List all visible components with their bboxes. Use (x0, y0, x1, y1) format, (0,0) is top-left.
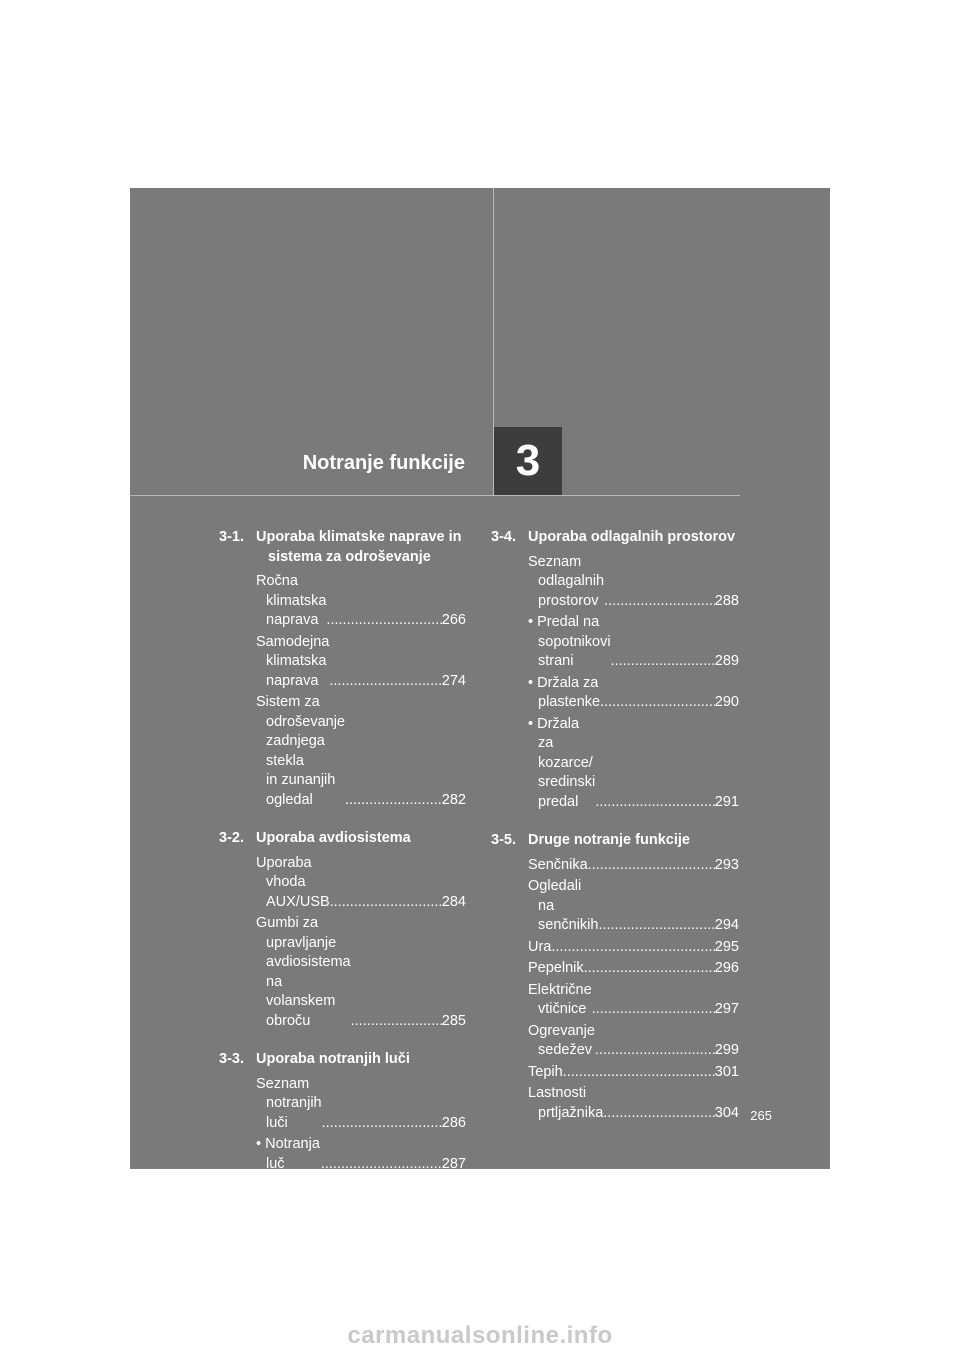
entry-label: • Držala za kozarce/ sredinski predal (528, 715, 596, 810)
section-heading[interactable] (219, 829, 466, 849)
toc-entry[interactable] (528, 553, 739, 612)
section-heading[interactable] (219, 1050, 466, 1070)
chapter-number-badge: 3 (494, 427, 562, 495)
entry-label: • Držala za plastenke (528, 674, 601, 710)
entry-label: Senčnika (528, 856, 588, 873)
entry-page-number: 286 (441, 1114, 466, 1131)
dot-leader (611, 652, 715, 672)
entry-label: Seznam odlagalnih prostorov (528, 553, 605, 609)
entry-label: Samodejna klimatska naprava (256, 633, 330, 689)
entry-label: Ročna klimatska naprava (256, 573, 327, 628)
section-number: 3-4. (491, 529, 516, 545)
toc-entry[interactable] (528, 1063, 739, 1083)
dot-leader (330, 893, 442, 913)
section-title: Uporaba notranjih luči (256, 1051, 410, 1067)
entry-page-number: 284 (441, 893, 466, 910)
toc-entry[interactable] (528, 938, 739, 958)
entry-page-number: 291 (714, 793, 739, 810)
entry-page-number: 287 (441, 1155, 466, 1172)
entry-page-number: 297 (714, 1001, 739, 1017)
dot-leader (584, 959, 715, 979)
entry-page-number: 266 (441, 612, 466, 628)
dot-leader (604, 592, 715, 612)
entry-label: Pepelnik (528, 960, 584, 976)
entry-label: Uporaba vhoda AUX/USB (256, 854, 330, 910)
entry-page-number: 296 (714, 960, 739, 976)
entry-label: • Notranja luč (256, 1136, 320, 1172)
dot-leader (326, 611, 441, 631)
entry-label: • Predal na sopotnikovi strani (528, 614, 611, 669)
section-title: Druge notranje funkcije (528, 832, 690, 848)
entry-page-number: 304 (714, 1104, 739, 1121)
entry-label: Električne vtičnice (528, 981, 592, 1017)
toc-section (491, 831, 739, 1123)
watermark[interactable]: carmanualsonline.info (347, 1322, 613, 1349)
entry-label: Ogledali na senčnikih (528, 878, 599, 933)
entry-label: Ogrevanje sedežev (528, 1022, 595, 1058)
toc-entry[interactable] (528, 674, 739, 713)
dot-leader (600, 693, 715, 713)
section-heading[interactable] (491, 831, 739, 851)
toc-column-right (491, 528, 739, 1142)
toc-entry[interactable] (256, 914, 466, 1031)
dot-leader (345, 791, 442, 811)
entry-page-number: 288 (714, 592, 739, 609)
entry-label: Tepih (528, 1063, 563, 1080)
toc-entry[interactable] (256, 633, 466, 692)
horizontal-divider (130, 495, 740, 496)
entry-label: Sistem za odroševanje zadnjega stekla in zunanjih ogledal (256, 694, 345, 808)
toc-section (219, 1050, 466, 1174)
dot-leader (351, 1012, 442, 1032)
section-title: Uporaba avdiosistema (256, 830, 411, 846)
toc-entry[interactable] (528, 715, 739, 813)
toc-entry[interactable] (528, 981, 739, 1020)
section-number: 3-1. (219, 529, 244, 545)
toc-column-left (219, 528, 466, 1193)
toc-entry[interactable] (528, 1022, 739, 1061)
dot-leader (322, 1114, 442, 1134)
chapter-title: Notranje funkcije (302, 452, 465, 474)
entry-page-number: 301 (714, 1063, 739, 1080)
dot-leader (603, 1104, 715, 1124)
entry-label: Ura (528, 938, 552, 955)
entry-page-number: 293 (714, 856, 739, 873)
toc-section (491, 528, 739, 812)
toc-entry[interactable] (256, 854, 466, 913)
section-number: 3-5. (491, 832, 516, 848)
entry-page-number: 285 (441, 1012, 466, 1029)
entry-label: Seznam notranjih luči (256, 1075, 322, 1131)
toc-entry[interactable] (528, 959, 739, 979)
section-title: Uporaba klimatske naprave in sistema za odroševanje (256, 529, 462, 565)
entry-page-number: 282 (441, 791, 466, 808)
section-number: 3-3. (219, 1051, 244, 1067)
entry-label: Lastnosti prtljažnika (528, 1085, 604, 1121)
dot-leader (588, 856, 715, 876)
dot-leader (329, 672, 441, 692)
toc-entry[interactable] (256, 1135, 466, 1174)
section-heading[interactable] (219, 528, 466, 567)
entry-page-number: 289 (714, 653, 739, 669)
entry-page-number: 294 (714, 917, 739, 933)
toc-entry[interactable] (256, 572, 466, 631)
dot-leader (551, 938, 714, 958)
entry-page-number: 295 (714, 938, 739, 955)
entry-label: Gumbi za upravljanje avdiosistema na volanskem obroču (256, 915, 351, 1029)
section-title: Uporaba odlagalnih prostorov (528, 529, 736, 545)
toc-entry[interactable] (256, 1075, 466, 1134)
dot-leader (592, 1000, 715, 1020)
entry-page-number: 274 (441, 672, 466, 689)
toc-entry[interactable] (528, 877, 739, 936)
toc-entry[interactable] (528, 613, 739, 672)
dot-leader (321, 1155, 442, 1175)
entry-page-number: 299 (714, 1042, 739, 1058)
toc-entry[interactable] (256, 693, 466, 810)
dot-leader (563, 1063, 715, 1083)
entry-page-number: 290 (714, 694, 739, 710)
toc-section (219, 528, 466, 810)
page-number: 265 (750, 1108, 772, 1123)
section-number: 3-2. (219, 830, 244, 846)
dot-leader (595, 793, 715, 813)
section-heading[interactable] (491, 528, 739, 548)
toc-section (219, 829, 466, 1031)
toc-entry[interactable] (528, 856, 739, 876)
dot-leader (598, 916, 714, 936)
dot-leader (595, 1041, 715, 1061)
